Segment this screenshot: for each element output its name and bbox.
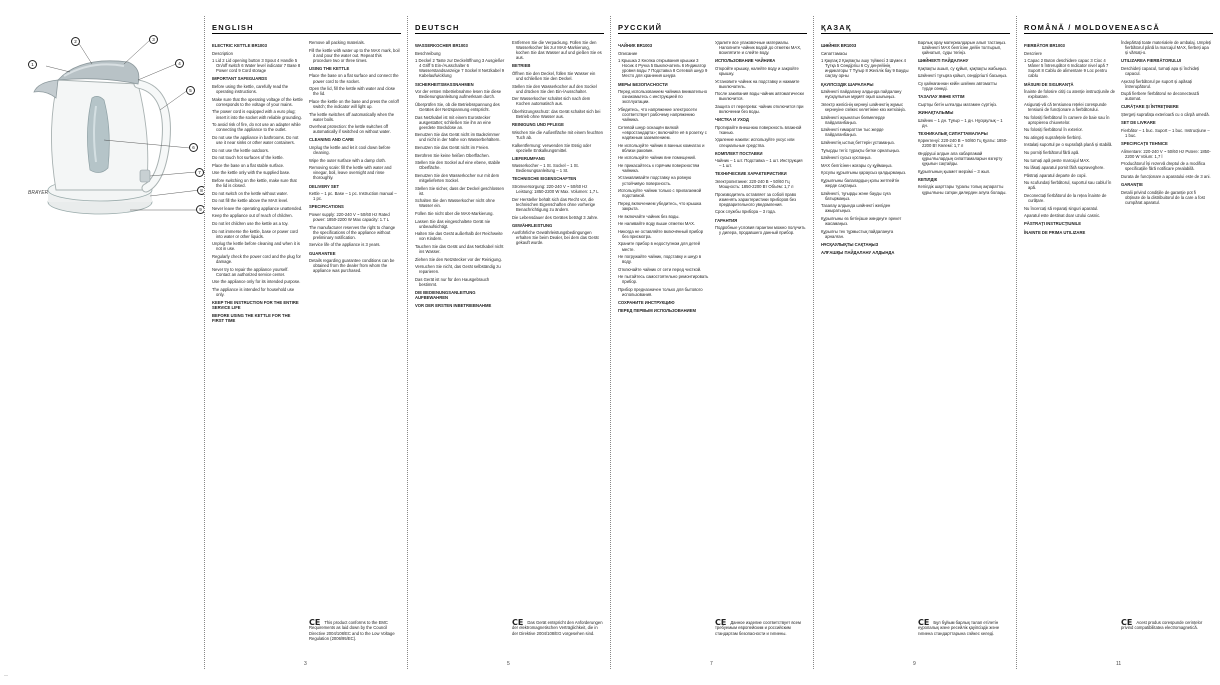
section-heading: KEEP THE INSTRUCTION FOR THE ENTIRE SERVICE LIFE <box>212 300 299 311</box>
paragraph: 1 Capac 2 Buton deschidere capac 3 Cioc 4 Mâner 5 Întrerupător 6 Indicator nivel apă 7 Suport 8 Cablu de alimentare 9 Loc pentru cablu <box>1024 58 1109 79</box>
paragraph: Құрылғыны өз бетіңізше жөндеуге әрекет жасамаңыз. <box>821 215 902 227</box>
paragraph: Halten Sie das Gerät außerhalb der Reichweite von Kindern. <box>415 231 503 242</box>
section-title: РУССКИЙ <box>618 23 663 32</box>
paragraph: Make sure that the operating voltage of the kettle corresponds to the voltage of your mains. <box>212 96 303 107</box>
ce-mark-icon: CE <box>512 618 524 628</box>
paragraph: Nu lăsați aparatul pornit fără supraveghere. <box>1024 165 1105 171</box>
paragraph: The power cord is equipped with a euro plug; insert it into the socket with reliable grounding. <box>212 109 302 120</box>
section-heading: PĂSTRAȚI INSTRUCȚIUNILE <box>1024 221 1081 227</box>
paragraph: Не используйте чайник вне помещений. <box>618 155 696 161</box>
section-title: DEUTSCH <box>415 23 460 32</box>
paragraph: Подробные условия гарантии можно получить у дилера, продавшего данный прибор. <box>715 225 806 236</box>
paragraph: Place the base on a flat surface and connect the power cord to the socket. <box>309 73 399 84</box>
paragraph: Қоректенуі: 220-240 В ~ 50/60 Гц Қуаты: 1850-2200 Вт Көлемі: 1,7 л <box>918 138 1008 149</box>
text-column-1 <box>415 40 506 640</box>
paragraph: Deconectați fierbătorul de la rețea înainte de curățare. <box>1024 193 1107 204</box>
compliance-footer <box>715 620 806 636</box>
paragraph: Барлық орау материалдарын алып тастаңыз. Шәйнекті MAX белгісіне дейін толтырып, қайнатып, суды төгіңіз. <box>918 40 1007 56</box>
section-heading: АЛҒАШҚЫ ПАЙДАЛАНУ АЛДЫНДА <box>821 249 895 255</box>
brand-logo: BRAYER <box>28 190 49 196</box>
paragraph: Beschreibung <box>415 50 441 56</box>
section-heading: ГАРАНТИЯ <box>715 217 738 223</box>
paragraph: 1 Крышка 2 Кнопка открывания крышки 3 Носик 4 Ручка 5 Выключатель 6 Индикатор уровня воды 7 Подставка 8 Сетевой шнур 9 Место для хранения шнура <box>618 58 708 79</box>
paragraph: Stellen Sie den Wasserkocher auf den Sockel und drücken Sie den Ein-/Ausschalter. <box>512 83 597 94</box>
paragraph: Deschideți capacul, turnați apa și închideți capacul. <box>1121 65 1200 76</box>
paragraph: Устанавливайте подставку на ровную устойчивую поверхность. <box>618 175 692 186</box>
text-column-2 <box>918 40 1009 560</box>
paragraph: Қосулы құрылғыны қараусыз қалдырмаңыз. <box>821 170 907 176</box>
section-heading: BETRIEB <box>512 63 531 69</box>
compliance-footer <box>1121 620 1212 631</box>
paragraph: Производитель оставляет за собой право изменять характеристики приборов без предварительного уведомления. <box>715 191 797 207</box>
paragraph: Не погружайте чайник, подставку и шнур в воду. <box>618 254 702 265</box>
paragraph: Kalkentfernung: verwenden Sie Essig oder spezielle Entkalkungsmittel. <box>512 142 592 153</box>
language-panel-kazakh <box>813 0 1016 685</box>
paragraph: Сипаттамасы <box>821 50 848 56</box>
paragraph: Remove all packing materials. <box>309 40 365 45</box>
section-header <box>212 24 401 34</box>
paragraph: Durata de funcționare a aparatului este de 3 ani. <box>1121 173 1211 179</box>
paragraph: Use the kettle only with the supplied base. <box>212 170 291 176</box>
paragraph: Do not touch hot surfaces of the kettle. <box>212 155 284 161</box>
paragraph: Nu scufundați fierbătorul, suportul sau cablul în apă. <box>1024 180 1112 191</box>
section-heading: НҰСҚАУЛЫҚТЫ САҚТАҢЫЗ <box>821 241 879 247</box>
section-heading: ҚАУІПСІЗДІК ШАРАЛАРЫ <box>821 81 874 87</box>
paragraph: Benutzen Sie den Wasserkocher nur mit dem mitgelieferten Sockel. <box>415 172 500 183</box>
paragraph: Unplug the kettle and let it cool down before cleaning. <box>309 145 391 156</box>
paragraph: Before switching on the kettle, make sure that the lid is closed. <box>212 177 297 188</box>
compliance-footer <box>918 620 1009 636</box>
paragraph: Шәйнектің ыстық беттерін ұстамаңыз. <box>821 139 895 145</box>
paragraph: Электропитание: 220-240 В ~ 50/60 Гц Мощность: 1850-2200 Вт Объём: 1,7 л <box>715 178 794 190</box>
paragraph: Nu atingeți suprafețele fierbinți. <box>1024 134 1082 140</box>
section-heading: CURĂȚARE ȘI ÎNTREȚINERE <box>1121 104 1179 110</box>
paragraph: Шәйнекті сусыз қоспаңыз. <box>821 155 872 161</box>
paragraph: Не пытайтесь самостоятельно ремонтировать прибор. <box>618 274 709 285</box>
paragraph: Шәйнекті ғимараттан тыс жерде пайдаланбаңыз. <box>821 127 884 138</box>
paragraph: Tauchen Sie das Gerät und das Netzkabel nicht ins Wasser. <box>415 243 504 254</box>
section-heading: ÎNAINTE DE PRIMA UTILIZARE <box>1024 229 1086 235</box>
paragraph: Шәйнек – 1 дн. Тұғыр – 1 дн. Нұсқаулық – 1 дн. <box>918 117 1003 128</box>
paragraph: MAX белгісінен жоғары су құймаңыз. <box>821 162 893 168</box>
callout-6: 6 <box>189 143 198 152</box>
paragraph: Înainte de folosire citiți cu atenție instrucțiunile de exploatare. <box>1024 89 1116 100</box>
model-name: ELECTRIC KETTLE BR1003 <box>212 43 267 48</box>
section-heading: ЧИСТКА И УХОД <box>715 117 749 123</box>
paragraph: Place the base on a flat stable surface. <box>212 162 285 168</box>
text-column-1 <box>212 40 303 640</box>
section-heading: SPECIFICATIONS <box>309 204 344 210</box>
paragraph: Ausführliche Gewährleistungsbedingungen erhalten Sie beim Dealer, bei dem das Gerät gekauft wurde. <box>512 230 599 246</box>
paragraph: Power supply: 220-240 V ~ 50/60 Hz Rated power: 1850-2200 W Max capacity: 1.7 L <box>309 211 390 223</box>
kettle-illustration <box>0 20 204 260</box>
paragraph: Срок службы прибора – 3 года. <box>715 209 776 215</box>
paragraph: Перед использованием чайника внимательно ознакомьтесь с инструкцией по эксплуатации. <box>618 89 708 105</box>
paragraph: Nu încercați să reparați singuri aparatul. <box>1024 205 1099 211</box>
paragraph: Description <box>212 50 233 56</box>
section-heading: ТЕХНИКАЛЫҚ СИПАТТАМАЛАРЫ <box>918 130 988 136</box>
paragraph: Schalten Sie den Wasserkocher nicht ohne Wasser ein. <box>415 198 495 209</box>
ce-mark-icon: CE <box>309 618 321 628</box>
paragraph: Never leave the operating appliance unattended. <box>212 205 303 211</box>
section-heading: LIEFERUMFANG <box>512 155 546 161</box>
paragraph: Қақпақты ашып, су құйып, қақпақты жабыңыз. <box>918 65 1008 71</box>
model-name: FIERBĂTOR BR1003 <box>1024 43 1065 48</box>
paragraph: The manufacturer reserves the right to change the specifications of the appliance without preliminary notification. <box>309 224 396 240</box>
compliance-footer <box>309 620 400 641</box>
paragraph: Așezați fierbătorul pe suport și apăsați întrerupătorul. <box>1121 78 1192 89</box>
section-heading: КЕПІЛДІК <box>918 176 938 182</box>
paragraph: Keep the appliance out of reach of children. <box>212 213 293 219</box>
model-name: ШӘЙНЕК BR1003 <box>821 43 857 48</box>
paragraph: Nu turnați apă peste marcajul MAX. <box>1024 157 1091 163</box>
paragraph: Detalii privind condițiile de garanție pot fi obținute de la distribuitorul de la care a fost cumpărat aparatul. <box>1121 189 1205 205</box>
text-column-1 <box>618 40 709 640</box>
paragraph: Do not switch on the kettle without water. <box>212 190 288 196</box>
section-heading: SET DE LIVRARE <box>1121 120 1156 126</box>
paragraph: Шәйнекті жуынатын бөлмелерде пайдаланбаңыз. <box>821 114 885 125</box>
paragraph: Құрылғы тек тұрмыстық пайдалануға арналған. <box>821 228 894 239</box>
paragraph: Не прикасайтесь к горячим поверхностям чайника. <box>618 162 700 173</box>
paragraph: Шәйнекті тұғырға қойып, сөндіргішті басыңыз. <box>918 73 1008 79</box>
compliance-text: Das Gerät entspricht den Anforderungen der elektromagnetischen Verträglichkeit, die in der Direktive 2004/108/EG vorgesehen sind. <box>512 620 603 636</box>
paragraph: Stellen Sie sicher, dass der Deckel geschlossen ist. <box>415 185 504 196</box>
paragraph: Электр желісінің кернеуі шәйнектің жұмыс кернеуіне сәйкес келетініне көз жеткізіңіз. <box>821 101 906 112</box>
callout-5: 5 <box>186 86 195 95</box>
paragraph: Ștergeți suprafața exterioară cu o cârpă umedă. <box>1121 112 1210 118</box>
language-panel-deutsch <box>407 0 610 685</box>
paragraph: Producătorul își rezervă dreptul de a modifica specificațiile fără notificare prealabilă. <box>1121 161 1206 172</box>
compliance-text: Acest produs corespunde cerințelor privind compatibilitatea electromagnetică. <box>1121 620 1203 631</box>
paragraph: Regularly check the power cord and the plug for damage. <box>212 253 301 264</box>
panel-separator <box>1016 16 1017 669</box>
page-crop-mark: — <box>4 672 8 677</box>
page-number: 7 <box>710 661 713 667</box>
paragraph: Убедитесь, что напряжение электросети соответствует рабочему напряжению чайника. <box>618 106 697 123</box>
section-heading: CLEANING AND CARE <box>309 137 354 143</box>
page-number: 5 <box>507 661 510 667</box>
paragraph: Шәйнекті пайдалану алдында пайдалану нұсқаулығын мұқият оқып шығыңыз. <box>821 89 902 100</box>
text-column-2 <box>309 40 400 560</box>
paragraph: Lassen Sie das eingeschaltete Gerät nie unbeaufsichtigt. <box>415 218 491 229</box>
paragraph: Описание <box>618 50 638 56</box>
paragraph: Шәйнекті, тұғырды және бауды суға батырмаңыз. <box>821 190 891 201</box>
text-column-2 <box>715 40 806 560</box>
paragraph: Ziehen Sie den Netzstecker vor der Reinigung. <box>415 256 502 262</box>
paragraph: Тазалау алдында шәйнекті желіден ажыратыңыз. <box>821 203 891 214</box>
paragraph: 1 Қақпақ 2 Қақпақты ашу түймесі 3 Шүмек 4 Тұтқа 5 Сөндіргіш 6 Су деңгейінің индикаторы 7 Тұғыр 8 Желілік бау 9 Бауды сақтау орны <box>821 58 909 79</box>
section-heading: DIE BEDIENUNGSANLEITUNG AUFBEWAHREN <box>415 290 476 301</box>
paragraph: Asigurați-vă că tensiunea rețelei corespunde tensiunii de funcționare a fierbătorului. <box>1024 101 1107 112</box>
paragraph: Құрылғының қызмет мерзімі – 3 жыл. <box>918 168 991 174</box>
paragraph: Use the appliance only for its intended purpose. <box>212 279 301 285</box>
section-heading: ИСПОЛЬЗОВАНИЕ ЧАЙНИКА <box>715 58 776 64</box>
section-header <box>618 24 807 34</box>
paragraph: Сетевой шнур оснащён вилкой «евростандарта»; включайте её в розетку с надёжным заземлением. <box>618 124 707 140</box>
paragraph: Benutzen Sie das Gerät nicht im Freien. <box>415 145 490 150</box>
section-heading: ПЕРЕД ПЕРВЫМ ИСПОЛЬЗОВАНИЕМ <box>618 308 696 314</box>
paragraph: 1 Deckel 2 Taste zur Deckelöffnung 3 Ausgießer 4 Griff 5 Ein-/Ausschalter 6 Wasserstandsanzeige 7 Sockel 8 Netzkabel 9 Kabelaufwicklung <box>415 58 505 79</box>
paragraph: Удалите все упаковочные материалы. Наполните чайник водой до отметки MAX, вскипятите и слейте воду. <box>715 40 802 56</box>
paragraph: Құрылғыны балалардың қолы жетпейтін жерде сақтаңыз. <box>821 177 900 188</box>
section-heading: SICHERHEITSMASSNAHMEN <box>415 81 474 87</box>
section-heading: USING THE KETTLE <box>309 65 350 71</box>
section-heading: ТЕХНИЧЕСКИЕ ХАРАКТЕРИСТИКИ <box>715 171 787 177</box>
paragraph: Unplug the kettle before cleaning and when it is not in use. <box>212 241 300 252</box>
paragraph: Alimentare: 220-240 V ~ 50/60 Hz Putere: 1850-2200 W Volum: 1,7 l <box>1121 148 1211 159</box>
paragraph: Өндіруші алдын ала хабарламай құрылғылардың сипаттамаларын өзгерту құқығын сақтайды. <box>918 151 1003 167</box>
callout-1: 1 <box>28 60 37 69</box>
paragraph: The kettle switches off automatically when the water boils. <box>309 111 395 122</box>
paragraph: Die Lebensdauer des Gerätes beträgt 3 Jahre. <box>512 214 599 220</box>
paragraph: Never try to repair the appliance yourself. Contact an authorized service center. <box>212 266 289 277</box>
language-panel-russian <box>610 0 813 685</box>
illustration-panel <box>0 0 204 685</box>
paragraph: Откройте крышку, налейте воду и закройте крышку. <box>715 65 799 76</box>
section-heading: IMPORTANT SAFEGUARDS <box>212 76 268 82</box>
ce-mark-icon: CE <box>918 618 930 628</box>
paragraph: Не используйте чайник в ванных комнатах и вблизи раковин. <box>618 142 705 153</box>
page-number: 9 <box>913 661 916 667</box>
paragraph: Су қайнағаннан кейін шәйнек автоматты түрде сөнеді. <box>918 81 997 92</box>
page-number: 3 <box>304 661 307 667</box>
compliance-footer <box>512 620 603 636</box>
panel-separator <box>204 16 205 669</box>
compliance-text: Бұл бұйым барлық талап етілетін еуропалық және ресейлік қауіпсіздік және гигиена стандарттарына сәйкес келеді. <box>918 620 1000 636</box>
paragraph: Stromversorgung: 220-240 V ~ 50/60 Hz Leistung: 1850-2200 W Max. Volumen: 1,7 L <box>512 184 599 195</box>
paragraph: Kettle – 1 pc. Base – 1 pc. Instruction manual – 1 pc. <box>309 191 397 202</box>
callout-7: 7 <box>195 168 204 177</box>
paragraph: Do not let children use the kettle as a toy. <box>212 220 289 226</box>
section-heading: UTILIZAREA FIERBĂTORULUI <box>1121 58 1182 64</box>
section-header <box>415 24 604 34</box>
panel-separator <box>813 16 814 669</box>
paragraph: Кепілдік шарттары туралы толық ақпаратты құрылғыны сатқан дилерден алуға болады. <box>918 184 1007 195</box>
paragraph: Stellen Sie den Sockel auf eine ebene, stabile Oberfläche. <box>415 160 501 171</box>
ce-mark-icon: CE <box>1121 618 1133 628</box>
paragraph: Das Netzkabel ist mit einem Eurostecker ausgestattet; schließen Sie ihn an eine geerdete Steckdose an. <box>415 114 491 130</box>
paragraph: Place the kettle on the base and press the on/off switch; the indicator will light up. <box>309 98 399 109</box>
paragraph: Füllen Sie nicht über die MAX-Markierung. <box>415 210 494 216</box>
section-heading: GARANȚIE <box>1121 181 1143 187</box>
paragraph: Wipe the outer surface with a damp cloth. <box>309 157 387 163</box>
paragraph: Защита от перегрева: чайник отключится при включении без воды. <box>715 103 804 115</box>
paragraph: Service life of the appliance is 3 years. <box>309 242 381 248</box>
paragraph: Do not fill the kettle above the MAX level. <box>212 198 289 204</box>
section-heading: BEFORE USING THE KETTLE FOR THE FIRST TIME <box>212 313 291 324</box>
section-heading: ЖИНАҚТАЛЫМЫ <box>918 109 954 115</box>
paragraph: Descriere <box>1024 50 1042 56</box>
section-header <box>1024 24 1213 34</box>
model-name: ЧАЙНИК BR1003 <box>618 43 653 48</box>
paragraph: Der Hersteller behält sich das Recht vor, die technischen Eigenschaften ohne vorherige Benachrichtigung zu ändern. <box>512 196 596 212</box>
paragraph: Храните прибор в недоступном для детей месте. <box>618 241 700 252</box>
callout-4: 4 <box>175 59 184 68</box>
paragraph: Fill the kettle with water up to the MAX mark, boil it and pour the water out. Repeat this procedure two or three times. <box>309 47 400 63</box>
section-heading: ТАЗАЛАУ ЖӘНЕ КҮТІМ <box>918 94 965 100</box>
paragraph: Removing scale: fill the kettle with water and vinegar, boil, leave overnight and rinse thoroughly. <box>309 165 392 181</box>
callout-3: 3 <box>149 35 158 44</box>
paragraph: Benutzen Sie das Gerät nicht im Badezimmer und nicht in der Nähe von Wasserbehältern. <box>415 132 501 143</box>
paragraph: Nu folosiți fierbătorul în camere de baie sau în apropierea chiuvetelor. <box>1024 114 1110 125</box>
paragraph: Open the lid, fill the kettle with water and close the lid. <box>309 86 396 97</box>
paragraph: Versuchen Sie nicht, das Gerät selbständig zu reparieren. <box>415 264 501 275</box>
panel-separator <box>610 16 611 669</box>
section-heading: СОХРАНИТЕ ИНСТРУКЦИЮ <box>618 300 675 306</box>
model-name: WASSERKOCHER BR1003 <box>415 43 468 48</box>
paragraph: Păstrați aparatul departe de copii. <box>1024 172 1087 178</box>
section-heading: TECHNISCHE EIGENSCHAFTEN <box>512 176 577 182</box>
paragraph: Öffnen Sie den Deckel, füllen Sie Wasser ein und schließen Sie den Deckel. <box>512 70 596 82</box>
paragraph: Отключайте чайник от сети перед чисткой. <box>618 266 702 272</box>
paragraph: Do not use the appliance in bathrooms. Do not use it near sinks or other water containers. <box>212 134 299 145</box>
section-title: ROMÂNĂ / MOLDOVENEASCĂ <box>1024 23 1160 32</box>
text-column-2 <box>512 40 603 560</box>
callout-8: 8 <box>197 186 204 195</box>
paragraph: Details regarding guarantee conditions can be obtained from the dealer from whom the appliance was purchased. <box>309 258 395 274</box>
paragraph: Overheat protection: the kettle switches off automatically if switched on without water. <box>309 124 391 135</box>
text-column-2 <box>1121 40 1212 560</box>
paragraph: Чайник – 1 шт. Подставка – 1 шт. Инструкция – 1 шт. <box>715 158 803 169</box>
section-heading: КОМПЛЕКТ ПОСТАВКИ <box>715 150 763 156</box>
section-header <box>821 24 1010 34</box>
text-column-1 <box>821 40 912 640</box>
paragraph: Entfernen Sie die Verpackung. Füllen Sie den Wasserkocher bis zur MAX-Markierung, kochen Sie das Wasser auf und gießen Sie es aus. <box>512 40 602 61</box>
language-panel-romanian <box>1016 0 1219 685</box>
section-title: ҚАЗАҚ <box>821 23 852 32</box>
section-heading: МЕРЫ БЕЗОПАСНОСТИ <box>618 81 668 87</box>
section-heading: REINIGUNG UND PFLEGE <box>512 122 564 128</box>
paragraph: После закипания воды чайник автоматически выключится. <box>715 91 804 102</box>
paragraph: Vor der ersten Inbetriebnahme lesen Sie diese Bedienungsanleitung aufmerksam durch. <box>415 89 502 100</box>
paragraph: Do not immerse the kettle, base or power cord into water or other liquids. <box>212 228 298 239</box>
paragraph: Îndepărtați toate materialele de ambalaj. Umpleți fierbătorul până la marcajul MAX, fierbeți apa și vărsați-o. <box>1121 40 1212 56</box>
paragraph: După fierbere fierbătorul se deconectează automat. <box>1121 91 1199 102</box>
compliance-text: This product conforms to the EMC Requirements as laid down by the Council Directive 2004/108/EC and to the Low Voltage Regulation (2006/95/EC). <box>309 620 395 641</box>
paragraph: Удаление накипи: используйте уксус или специальные средства. <box>715 137 795 148</box>
paragraph: Установите чайник на подставку и нажмите выключатель. <box>715 78 800 89</box>
paragraph: Используйте чайник только с прилагаемой подставкой. <box>618 188 702 199</box>
paragraph: Не наливайте воду выше отметки MAX. <box>618 221 696 227</box>
paragraph: Das Gerät ist nur für den Hausgebrauch bestimmt. <box>415 276 490 287</box>
paragraph: Сыртқы бетін ылғалды матамен сүртіңіз. <box>918 101 998 107</box>
paragraph: Не включайте чайник без воды. <box>618 213 680 219</box>
section-heading: ШӘЙНЕКТІ ПАЙДАЛАНУ <box>918 58 969 64</box>
paragraph: Тұғырды тегіс тұрақты бетке орнатыңыз. <box>821 147 900 153</box>
language-panel-english <box>204 0 407 685</box>
paragraph: Nu porniți fierbătorul fără apă. <box>1024 150 1080 155</box>
paragraph: Before using the kettle, carefully read the operating instructions. <box>212 84 289 95</box>
paragraph: To avoid risk of fire, do not use an adapter while connecting the appliance to the outlet. <box>212 122 301 133</box>
section-heading: GEWÄHRLEISTUNG <box>512 222 553 228</box>
section-title: ENGLISH <box>212 23 254 32</box>
callout-2: 2 <box>71 37 80 46</box>
section-heading: VOR DER ERSTEN INBETRIEBNAHME <box>415 303 492 309</box>
text-column-1 <box>1024 40 1115 640</box>
paragraph: Протирайте внешнюю поверхность влажной тканью. <box>715 124 802 135</box>
section-heading: MĂSURI DE SIGURANȚĂ <box>1024 81 1074 87</box>
paragraph: 1 Lid 2 Lid opening button 3 Spout 4 Handle 5 On/off switch 6 Water level indicator 7 Base 8 Power cord 9 Cord storage <box>212 58 301 74</box>
paragraph: Instalați suportul pe o suprafață plană și stabilă. <box>1024 142 1113 148</box>
ce-mark-icon: CE <box>715 618 727 628</box>
callout-9: 9 <box>196 205 204 214</box>
paragraph: The appliance is intended for household use only. <box>212 286 295 297</box>
paragraph: Berühren Sie keine heißen Oberflächen. <box>415 152 490 158</box>
section-heading: DELIVERY SET <box>309 183 340 189</box>
page-number: 11 <box>1116 661 1122 667</box>
paragraph: Fierbător – 1 buc. Suport – 1 buc. Instrucțiune – 1 buc. <box>1121 127 1210 138</box>
paragraph: Wischen Sie die Außenfläche mit einem feuchten Tuch ab. <box>512 129 604 140</box>
paragraph: Überprüfen Sie, ob die Betriebsspannung des Gerätes der Netzspannung entspricht. <box>415 101 500 112</box>
panel-separator <box>407 16 408 669</box>
paragraph: Прибор предназначен только для бытового использования. <box>618 287 703 298</box>
paragraph: Überhitzungsschutz: das Gerät schaltet sich bei Betrieb ohne Wasser aus. <box>512 109 601 120</box>
paragraph: Der Wasserkocher schaltet sich nach dem Kochen automatisch aus. <box>512 96 591 107</box>
paragraph: Nu folosiți fierbătorul în exterior. <box>1024 127 1083 133</box>
paragraph: Do not use the kettle outdoors. <box>212 147 270 153</box>
section-heading: SPECIFICAȚII TEHNICE <box>1121 140 1168 146</box>
paragraph: Wasserkocher – 1 St. Sockel – 1 St. Bedienungsanleitung – 1 St. <box>512 163 579 174</box>
paragraph: Aparatul este destinat doar uzului casnic. <box>1024 213 1101 219</box>
paragraph: Перед включением убедитесь, что крышка закрыта. <box>618 200 702 211</box>
compliance-text: Данное изделие соответствует всем требуемым европейским и российским стандартам безопасности и гигиены. <box>715 620 801 636</box>
section-heading: GUARANTEE <box>309 250 336 256</box>
paragraph: Никогда не оставляйте включённый прибор без присмотра. <box>618 228 704 239</box>
